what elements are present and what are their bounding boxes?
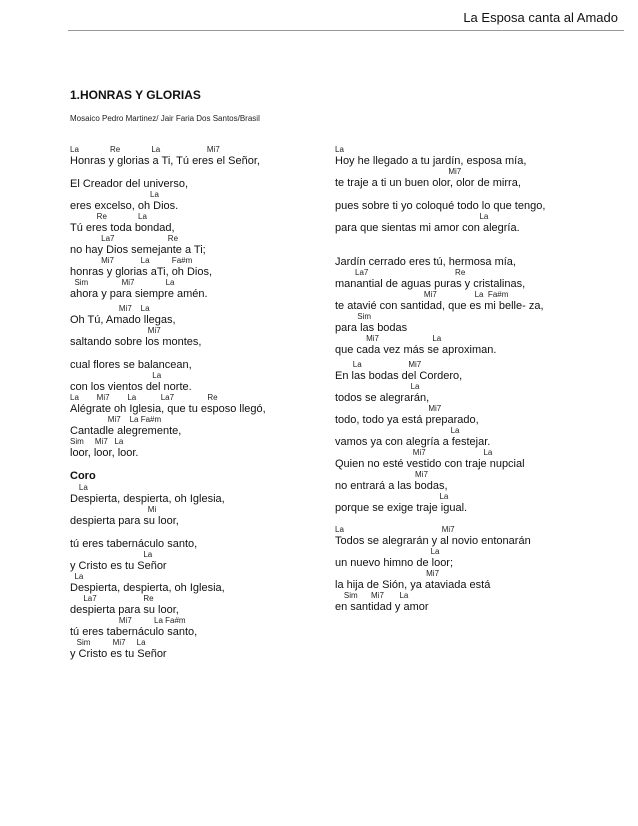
lyric-line: Quien no esté vestido con traje nupcial: [335, 458, 525, 470]
lyric-line: Despierta, despierta, oh Iglesia,: [70, 582, 225, 594]
chord-line: La7 Re: [70, 594, 154, 603]
chord-line: Mi7: [335, 569, 440, 578]
lyric-line: loor, loor, loor.: [70, 447, 139, 459]
lyric-line: despierta para su loor,: [70, 515, 179, 527]
chord-line: Mi7: [335, 404, 442, 413]
song-title: 1.HONRAS Y GLORIAS: [70, 88, 201, 102]
lyrics-column-right: [335, 146, 605, 614]
lyric-line: Despierta, despierta, oh Iglesia,: [70, 493, 225, 505]
chord-line: Mi7 La: [335, 334, 442, 343]
lyric-line: todo, todo ya está preparado,: [335, 414, 479, 426]
lyric-line: El Creador del universo,: [70, 178, 189, 190]
lyric-line: honras y glorias aTi, oh Dios,: [70, 266, 213, 278]
chord-line: La: [70, 371, 162, 380]
chord-line: La: [70, 572, 84, 581]
lyric-line: todos se alegrarán,: [335, 392, 430, 404]
chord-line: Mi7 La Fa#m: [70, 256, 193, 265]
chord-line: La: [335, 492, 449, 501]
lyric-line: En las bodas del Cordero,: [335, 370, 463, 382]
lyric-line: te atavié con santidad, que es mi belle- za,: [335, 300, 544, 312]
lyric-line: Honras y glorias a Ti, Tú eres el Señor,: [70, 155, 260, 167]
chord-line: Mi7 La: [335, 448, 493, 457]
lyric-line: te traje a ti un buen olor, olor de mirra,: [335, 177, 521, 189]
chord-line: Sim Mi7 La: [70, 278, 175, 287]
lyric-line: y Cristo es tu Señor: [70, 560, 167, 572]
lyric-line: Tú eres toda bondad,: [70, 222, 175, 234]
lyric-line: con los vientos del norte.: [70, 381, 192, 393]
lyric-line: no entrará a las bodas,: [335, 480, 448, 492]
lyric-line: la hija de Sión, ya ataviada está: [335, 579, 491, 591]
chord-line: Sim: [335, 312, 372, 321]
chord-line: Sim Mi7 La: [70, 638, 146, 647]
chord-line: Mi: [70, 505, 157, 514]
lyric-line: para las bodas: [335, 322, 408, 334]
lyrics-column-left: [70, 146, 340, 661]
lyric-line: Jardín cerrado eres tú, hermosa mía,: [335, 256, 516, 268]
lyric-line: en santidad y amor: [335, 601, 429, 613]
chord-line: La: [335, 212, 489, 221]
lyric-line: cual flores se balancean,: [70, 359, 192, 371]
chord-line: La: [70, 550, 153, 559]
chord-line: Mi7: [70, 326, 161, 335]
line-spacer: [335, 235, 605, 246]
lyric-line: Todos se alegrarán y al novio entonarán: [335, 535, 531, 547]
section-heading: Coro: [70, 470, 96, 482]
lyric-line: Oh Tú, Amado llegas,: [70, 314, 176, 326]
chord-line: La Mi7: [335, 525, 455, 534]
header-divider: [68, 30, 624, 31]
lyric-line: despierta para su loor,: [70, 604, 179, 616]
lyric-line: tú eres tabernáculo santo,: [70, 538, 198, 550]
chord-line: Mi7 La Fa#m: [335, 290, 509, 299]
chord-line: La7 Re: [70, 234, 179, 243]
document-header-title: La Esposa canta al Amado: [463, 10, 618, 25]
chord-line: La: [335, 382, 420, 391]
chord-line: La: [335, 547, 440, 556]
lyric-line: Cantadle alegremente,: [70, 425, 182, 437]
chord-line: Re La: [70, 212, 147, 221]
chord-line: La: [70, 190, 159, 199]
chord-line: La7 Re: [335, 268, 466, 277]
lyric-line: manantial de aguas puras y cristalinas,: [335, 278, 526, 290]
chord-line: La: [335, 145, 344, 154]
chord-line: La Mi7 La La7 Re: [70, 393, 218, 402]
chord-line: La Mi7: [335, 360, 422, 369]
chord-line: Mi7: [335, 470, 428, 479]
chord-line: Mi7 La: [70, 304, 150, 313]
chord-line: Mi7 La Fa#m: [70, 415, 162, 424]
chord-line: La: [335, 426, 460, 435]
chord-line: Sim Mi7 La: [335, 591, 409, 600]
lyric-line: eres excelso, oh Dios.: [70, 200, 179, 212]
chord-line: Sim Mi7 La: [70, 437, 124, 446]
lyric-line: pues sobre ti yo coloqué todo lo que tengo,: [335, 200, 546, 212]
lyric-line: no hay Dios semejante a Ti;: [70, 244, 206, 256]
lyric-line: que cada vez más se aproximan.: [335, 344, 497, 356]
lyric-line: para que sientas mi amor con alegría.: [335, 222, 520, 234]
lyric-line: un nuevo himno de loor;: [335, 557, 454, 569]
chord-line: La Re La Mi7: [70, 145, 220, 154]
lyric-line: saltando sobre los montes,: [70, 336, 202, 348]
chord-line: Mi7: [335, 167, 462, 176]
chord-line: La: [70, 483, 88, 492]
lyric-line: ahora y para siempre amén.: [70, 288, 208, 300]
lyric-line: Hoy he llegado a tu jardín, esposa mía,: [335, 155, 527, 167]
lyric-line: porque se exige traje igual.: [335, 502, 468, 514]
lyric-line: vamos ya con alegría a festejar.: [335, 436, 491, 448]
chord-line: Mi7 La Fa#m: [70, 616, 186, 625]
lyric-line: Alégrate oh Iglesia, que tu esposo llegó,: [70, 403, 266, 415]
lyric-line: y Cristo es tu Señor: [70, 648, 167, 660]
line-spacer: [70, 460, 340, 471]
lyric-line: tú eres tabernáculo santo,: [70, 626, 198, 638]
song-subtitle: Mosaico Pedro Martinez/ Jair Faria Dos Santos/Brasil: [70, 114, 260, 123]
